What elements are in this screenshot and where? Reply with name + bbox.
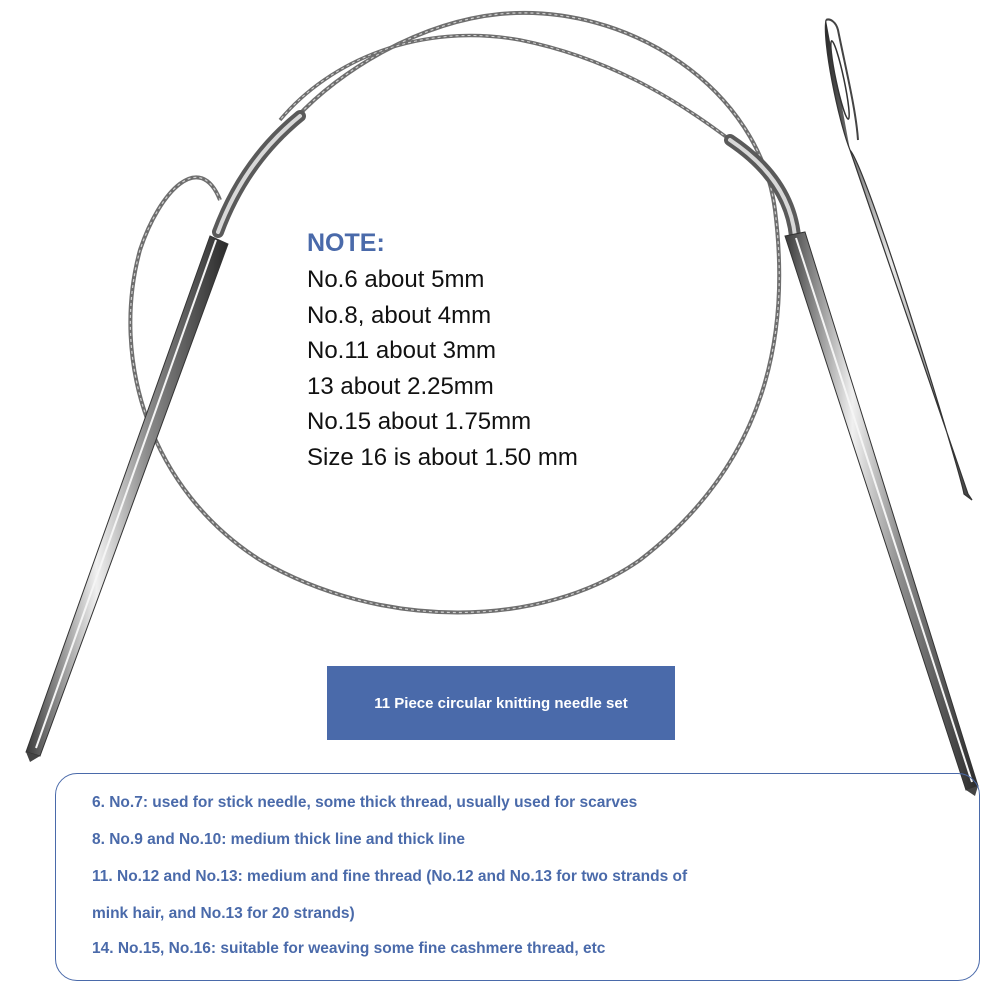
note-line-2: No.8, about 4mm [307,301,492,329]
info-line-2: 8. No.9 and No.10: medium thick line and thick line [92,831,465,848]
info-line-1: 6. No.7: used for stick needle, some thick thread, usually used for scarves [92,794,638,811]
right-needle [730,140,978,796]
info-line-3: 11. No.12 and No.13: medium and fine thread (No.12 and No.13 for two strands of [92,868,688,885]
note-line-1: No.6 about 5mm [307,266,485,293]
note-block [307,226,727,475]
banner-label: 11 Piece circular knitting needle set [374,694,628,712]
info-line-5: 14. No.15, No.16: suitable for weaving some fine cashmere thread, etc [92,940,606,957]
note-line-6: Size 16 is about 1.50 mm [307,443,578,471]
note-line-4: 13 about 2.25mm [307,372,494,400]
info-line-4: mink hair, and No.13 for 20 strands) [92,905,355,922]
product-banner [327,666,675,740]
info-box [55,773,980,981]
note-line-3: No.11 about 3mm [307,337,496,364]
note-line-5: No.15 about 1.75mm [307,408,532,435]
left-needle [26,116,300,762]
note-title: NOTE: [307,229,385,257]
